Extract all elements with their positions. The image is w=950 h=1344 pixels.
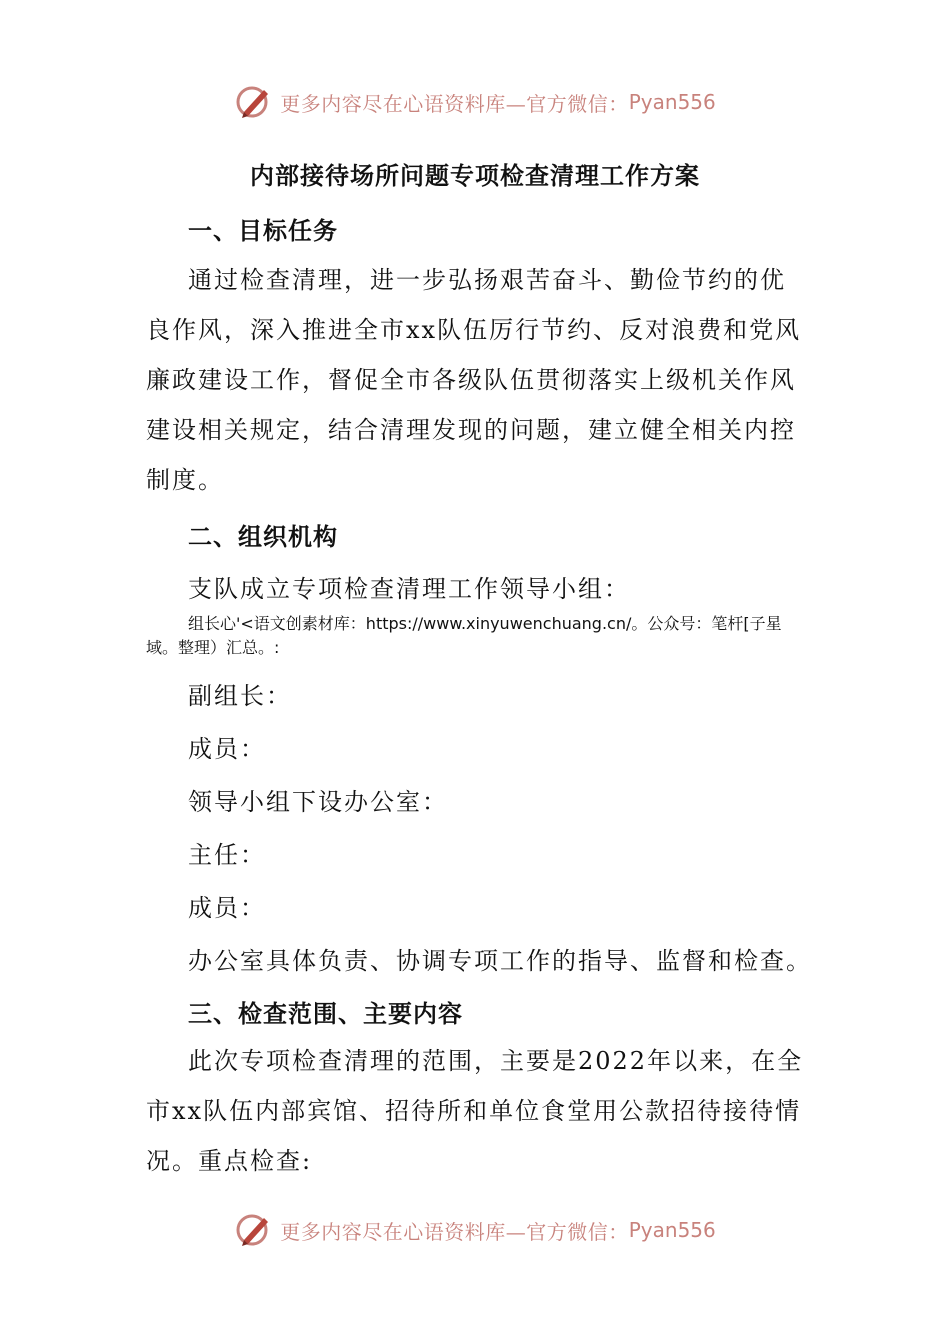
document-title: 内部接待场所问题专项检查清理工作方案 <box>250 161 700 190</box>
pen-nib-logo-icon <box>234 82 274 122</box>
members-line: 成员： <box>188 735 266 763</box>
watermark-text: 更多内容尽在心语资料库—官方微信： <box>280 91 629 116</box>
office-members-line: 成员： <box>188 894 266 922</box>
office-line: 领导小组下设办公室： <box>188 788 448 816</box>
office-duty-line: 办公室具体负责、协调专项工作的指导、监督和检查。 <box>188 947 812 975</box>
header-watermark-banner <box>0 80 950 124</box>
pen-nib-logo-icon <box>234 1210 274 1250</box>
watermark-text: 更多内容尽在心语资料库—官方微信： <box>280 1219 629 1244</box>
wechat-id: Pyan556 <box>628 90 716 114</box>
scope-paragraph: 此次专项检查清理的范围，主要是2022年以来，在全市xx队伍内部宾馆、招待所和单位食堂用公款招待接待情况。重点检查: <box>146 1047 804 1175</box>
leading-group-intro: 支队成立专项检查清理工作领导小组： <box>188 575 630 603</box>
group-leader-line: 组长心'<语文创素材库：https://www.xinyuwenchuang.cn/。公众号：笔杆[子星域。整理）汇总。: <box>146 614 782 657</box>
section-heading-goals: 一、目标任务 <box>188 216 338 245</box>
footer-watermark-banner <box>0 1208 950 1252</box>
deputy-leader-line: 副组长： <box>188 682 292 710</box>
section-heading-scope: 三、检查范围、主要内容 <box>188 999 463 1028</box>
section-heading-organization: 二、组织机构 <box>188 522 338 551</box>
goals-paragraph: 通过检查清理，进一步弘扬艰苦奋斗、勤俭节约的优良作风，深入推进全市xx队伍厉行节约、反对浪费和党风廉政建设工作，督促全市各级队伍贯彻落实上级机关作风建设相关规定，结合清理发现的问题，建立健全相关内控制度。 <box>146 266 802 494</box>
director-line: 主任： <box>188 841 266 869</box>
wechat-id: Pyan556 <box>628 1218 716 1242</box>
